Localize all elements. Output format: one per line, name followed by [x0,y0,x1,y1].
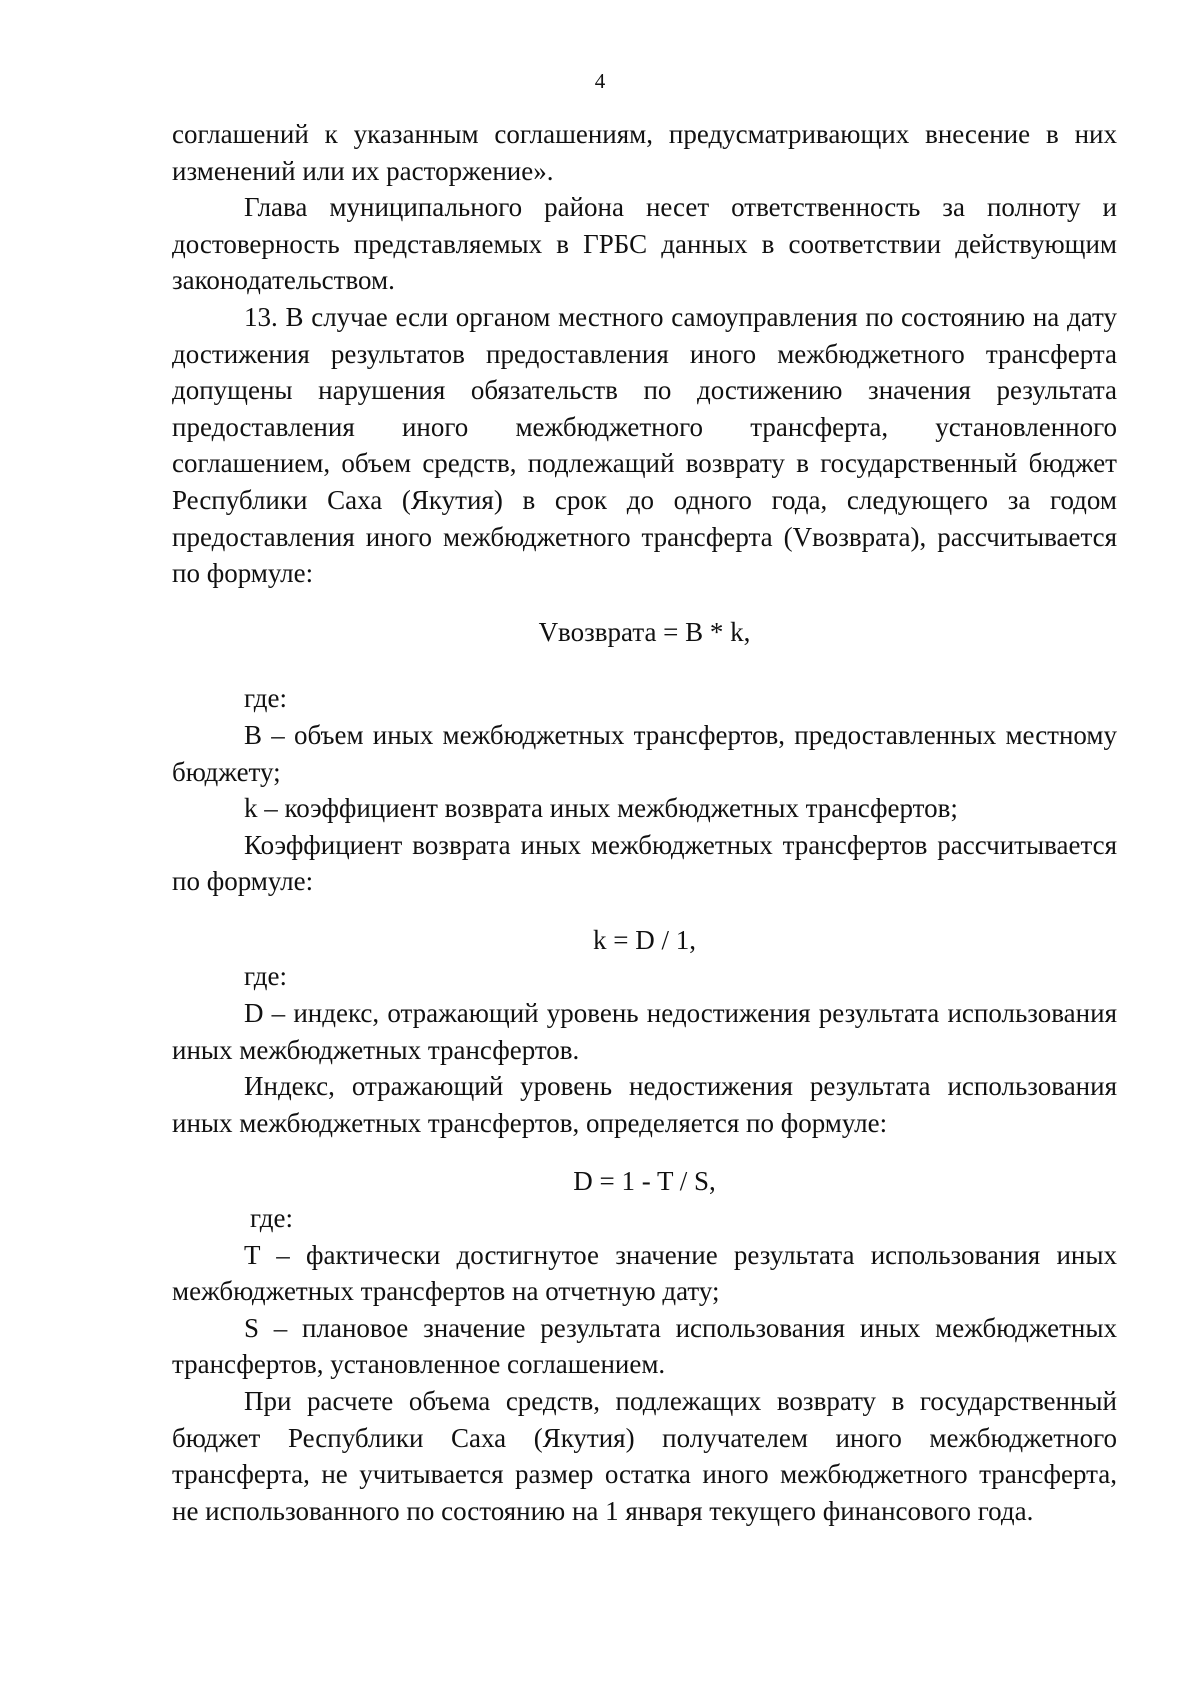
definition-k: k – коэффициент возврата иных межбюджетных трансфертов; [244,793,958,824]
document-body [172,116,1117,1529]
formula-v-return: Vвозврата = B * k, [538,616,751,647]
definition-s: S – плановое значение результата использования иных межбюджетных трансфертов, установленное соглашением. [172,1312,1117,1380]
paragraph-3: 13. В случае если органом местного самоуправления по состоянию на дату достижения результатов предоставления иного межбюджетного трансферта допущены нарушения обязательств по достижению значения результата предоставления иного межбюджетного трансферта, установленного соглашением, объем средств, подлежащий возврату в государственный бюджет Республики Саха (Якутия) в срок до одного года, следующего за годом предоставления иного межбюджетного трансферта (Vвозврата), рассчитывается по формуле: [172,301,1117,589]
where-label-1: где: [244,683,287,714]
where-label-2: где: [244,961,287,992]
definition-d: D – индекс, отражающий уровень недостижения результата использования иных межбюджетных трансфертов. [172,998,1117,1065]
where-label-3: где: [250,1203,293,1234]
formula-k: k = D / 1, [593,924,696,955]
paragraph-1: соглашений к указанным соглашениям, предусматривающих внесение в них изменений или их расторжение». [172,119,1117,186]
paragraph-final: При расчете объема средств, подлежащих возврату в государственный бюджет Республики Саха (Якутия) получателем иного межбюджетного трансферта, не учитывается размер остатка иного межбюджетного трансферта, не использованного по состоянию на 1 января текущего финансового года. [172,1386,1117,1526]
definition-t: T – фактически достигнутое значение результата использования иных межбюджетных трансфертов на отчетную дату; [172,1239,1117,1307]
formula-d: D = 1 - T / S, [573,1166,716,1197]
paragraph-coefficient: Коэффициент возврата иных межбюджетных трансфертов рассчитывается по формуле: [172,829,1117,897]
definition-b: B – объем иных межбюджетных трансфертов, предоставленных местному бюджету; [172,719,1117,787]
page-number: 4 [594,69,606,93]
paragraph-2: Глава муниципального района несет ответственность за полноту и достоверность представляемых в ГРБС данных в соответствии действующим законодательством. [172,192,1117,296]
paragraph-index: Индекс, отражающий уровень недостижения результата использования иных межбюджетных трансфертов, определяется по формуле: [172,1071,1117,1138]
